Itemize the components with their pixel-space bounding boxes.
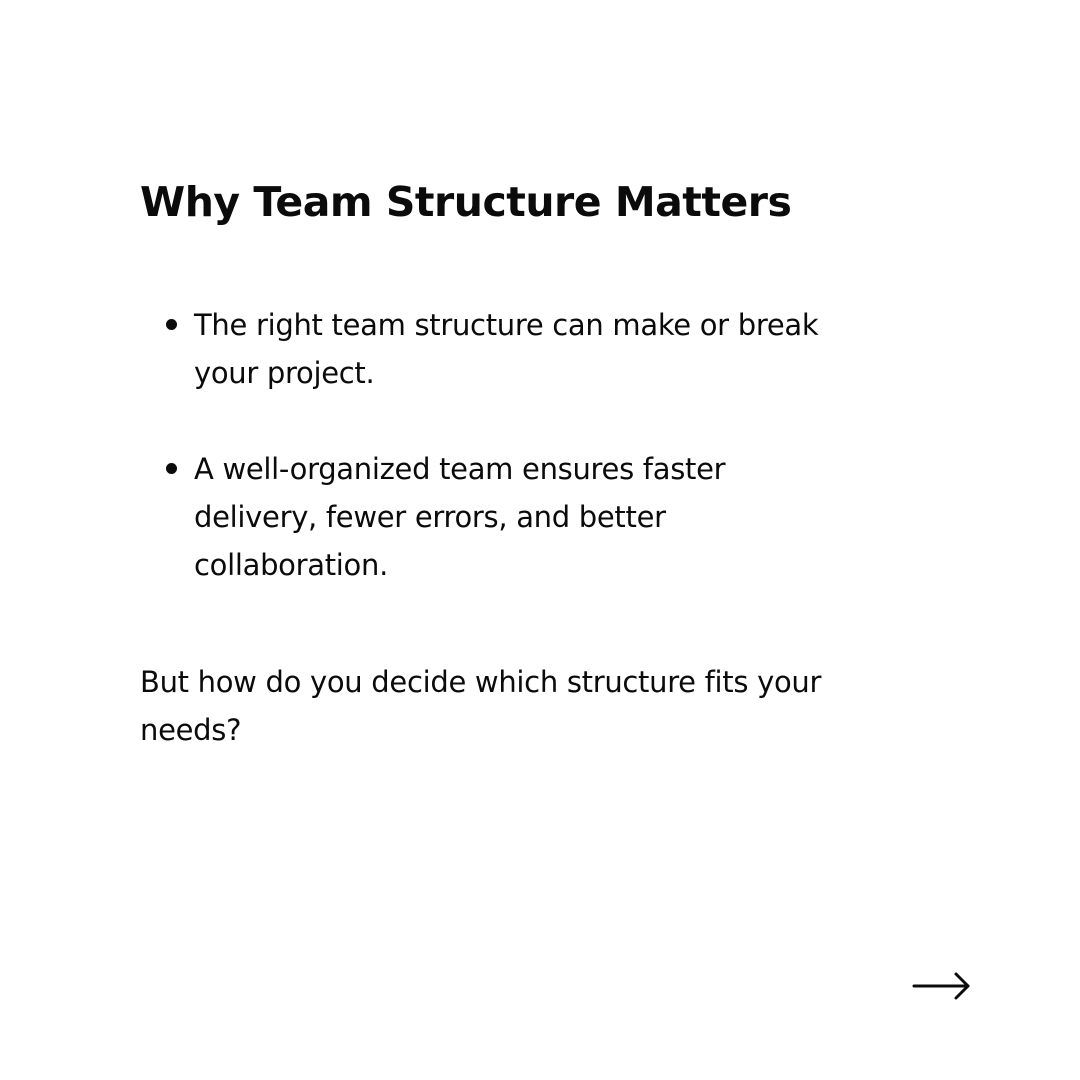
bullet-item [140, 301, 840, 397]
bullet-text: The right team structure can make or break your project. [194, 308, 819, 390]
arrow-right-icon [910, 966, 974, 1006]
bullet-list [140, 301, 840, 589]
bullet-dot-icon [166, 463, 177, 474]
bullet-text: A well-organized team ensures faster delivery, fewer errors, and better collaboration. [194, 452, 726, 582]
bullet-item [140, 445, 840, 589]
bullet-dot-icon [166, 319, 177, 330]
slide-title: Why Team Structure Matters [140, 178, 792, 226]
closing-question: But how do you decide which structure fits your needs? [140, 665, 822, 747]
next-button[interactable] [910, 966, 974, 1006]
